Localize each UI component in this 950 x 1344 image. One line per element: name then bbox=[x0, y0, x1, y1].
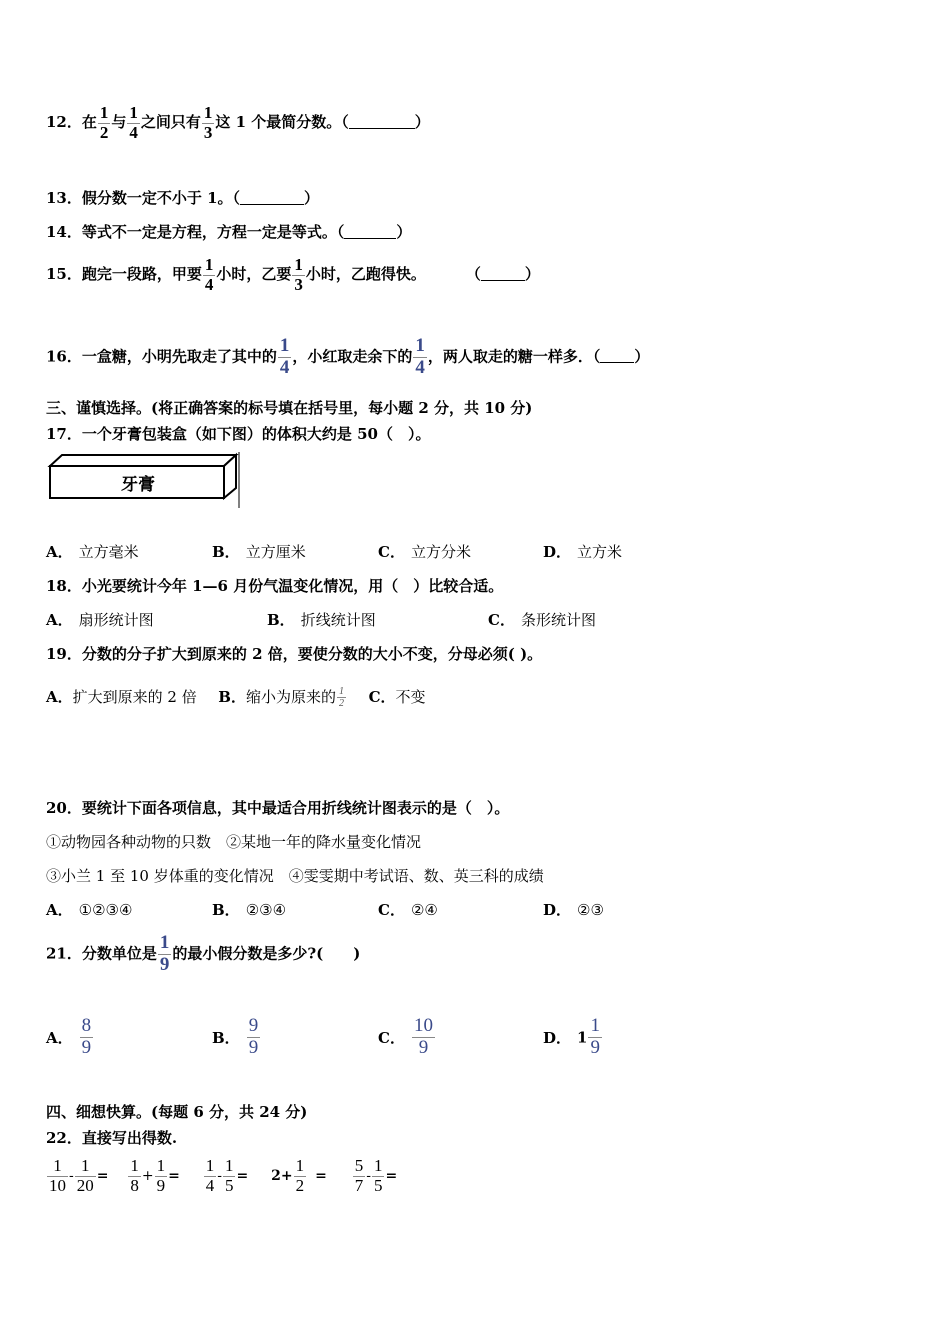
option-20-c[interactable]: C． ②④ bbox=[378, 901, 438, 919]
option-18-a[interactable]: A． 扇形统计图 bbox=[46, 611, 154, 629]
question-18: 18．小光要统计今年 1—6 月份气温变化情况，用（ ）比较合适。 bbox=[46, 577, 504, 595]
question-13: 13．假分数一定不小于 1。（ ） bbox=[46, 189, 320, 207]
option-18-b[interactable]: B． 折线统计图 bbox=[267, 611, 376, 629]
option-17-d[interactable]: D． 立方米 bbox=[543, 543, 623, 561]
option-19-a[interactable]: A．扩大到原来的 2 倍 bbox=[46, 688, 197, 706]
fraction: $\frac{5}{7}$ bbox=[354, 1156, 364, 1195]
expression-4: 2+ $\frac{1}{2}$ = bbox=[271, 1156, 327, 1195]
fraction: $\frac{1}{9}$ bbox=[590, 1015, 600, 1058]
section-3-heading: 三、谨慎选择。(将正确答案的标号填在括号里，每小题 2 分，共 10 分) bbox=[46, 399, 533, 417]
question-22: 22．直接写出得数. bbox=[46, 1129, 178, 1147]
fraction: $\frac{10}{9}$ bbox=[413, 1015, 433, 1058]
question-20-items-1: ①动物园各种动物的只数 ②某地一年的降水量变化情况 bbox=[46, 833, 422, 851]
expression-2: $\frac{1}{8}$ + $\frac{1}{9}$ = bbox=[130, 1156, 180, 1195]
option-21-d[interactable]: D． 1 $\frac{1}{9}$ bbox=[543, 1015, 600, 1058]
option-17-a[interactable]: A． 立方毫米 bbox=[46, 543, 139, 561]
option-19-c[interactable]: C．不变 bbox=[368, 688, 426, 706]
question-21: 21．分数单位是 $\frac{1}{9}$ 的最小假分数是多少?( ) bbox=[46, 932, 361, 975]
question-12: 12．在 $\frac{1}{2}$ 与 $\frac{1}{4}$ 之间只有 $\frac{1}{3}$ 这 1 个最简分数。（ ） bbox=[46, 103, 430, 142]
fraction: $\frac{1}{4}$ bbox=[415, 335, 425, 378]
option-17-b[interactable]: B． 立方厘米 bbox=[212, 543, 306, 561]
answer-blank[interactable] bbox=[240, 190, 304, 205]
fraction: $\frac{1}{3}$ bbox=[294, 255, 303, 294]
fraction: $\frac{8}{9}$ bbox=[81, 1015, 92, 1058]
fraction: $\frac{1}{2}$ bbox=[295, 1156, 305, 1195]
fraction: $\frac{1}{4}$ bbox=[204, 255, 214, 294]
option-20-b[interactable]: B． ②③④ bbox=[212, 901, 287, 919]
expression-3: $\frac{1}{4}$ - $\frac{1}{5}$ = bbox=[205, 1156, 249, 1195]
fraction: $\frac{1}{3}$ bbox=[203, 103, 213, 142]
option-21-b[interactable]: B． $\frac{9}{9}$ bbox=[212, 1015, 259, 1058]
option-17-c[interactable]: C． 立方分米 bbox=[378, 543, 471, 561]
option-20-d[interactable]: D． ②③ bbox=[543, 901, 604, 919]
question-17: 17．一个牙膏包装盒（如下图）的体积大约是 50（ ）。 bbox=[46, 425, 431, 443]
question-20: 20．要统计下面各项信息，其中最适合用折线统计图表示的是（ ）。 bbox=[46, 799, 510, 817]
fraction: $\frac{1}{4}$ bbox=[279, 335, 290, 378]
fraction: $\frac{1}{9}$ bbox=[156, 1156, 166, 1195]
option-21-c[interactable]: C． $\frac{10}{9}$ bbox=[378, 1015, 433, 1058]
option-18-c[interactable]: C． 条形统计图 bbox=[488, 611, 596, 629]
box-label: 牙膏 bbox=[121, 475, 155, 495]
fraction: $\frac{1}{9}$ bbox=[159, 932, 170, 975]
fraction: $\frac{9}{9}$ bbox=[248, 1015, 259, 1058]
question-16: 16．一盒糖，小明先取走了其中的 $\frac{1}{4}$ ，小红取走余下的 $\frac{1}{4}$ ，两人取走的糖一样多．（ ） bbox=[46, 335, 650, 378]
fraction: $\frac{1}{4}$ bbox=[205, 1156, 215, 1195]
option-21-a[interactable]: A． $\frac{8}{9}$ bbox=[46, 1015, 92, 1058]
option-19-b[interactable]: B．缩小为原来的 $\frac{1}{2}$ bbox=[218, 686, 344, 709]
fraction: $\frac{1}{2}$ bbox=[99, 103, 109, 142]
toothpaste-box-figure bbox=[46, 452, 242, 508]
fraction: $\frac{1}{2}$ bbox=[339, 686, 344, 709]
fraction: $\frac{1}{5}$ bbox=[373, 1156, 383, 1195]
question-15: 15．跑完一段路，甲要 $\frac{1}{4}$ 小时，乙要 $\frac{1}{3}$ 小时，乙跑得快。 （ ） bbox=[46, 255, 540, 294]
answer-blank[interactable] bbox=[481, 266, 525, 281]
fraction: $\frac{1}{4}$ bbox=[129, 103, 138, 142]
question-20-items-2: ③小兰 1 至 10 岁体重的变化情况 ④雯雯期中考试语、数、英三科的成绩 bbox=[46, 867, 544, 885]
option-20-a[interactable]: A． ①②③④ bbox=[46, 901, 133, 919]
expression-1: $\frac{1}{10}$ - $\frac{1}{20}$ = bbox=[49, 1156, 109, 1195]
fraction: $\frac{1}{10}$ bbox=[49, 1156, 66, 1195]
expression-5: $\frac{5}{7}$ - $\frac{1}{5}$ = bbox=[354, 1156, 398, 1195]
question-19-options bbox=[46, 686, 426, 709]
section-4-heading: 四、细想快算。(每题 6 分，共 24 分) bbox=[46, 1103, 308, 1121]
calc-row bbox=[46, 1157, 397, 1195]
question-14: 14．等式不一定是方程，方程一定是等式。（ ） bbox=[46, 223, 412, 241]
answer-blank[interactable] bbox=[344, 224, 396, 239]
question-19: 19．分数的分子扩大到原来的 2 倍，要使分数的大小不变，分母必须( )。 bbox=[46, 645, 543, 663]
fraction: $\frac{1}{5}$ bbox=[224, 1156, 234, 1195]
answer-blank[interactable] bbox=[349, 114, 415, 129]
answer-blank[interactable] bbox=[600, 348, 634, 363]
fraction: $\frac{1}{8}$ bbox=[130, 1156, 139, 1195]
fraction: $\frac{1}{20}$ bbox=[76, 1156, 94, 1195]
